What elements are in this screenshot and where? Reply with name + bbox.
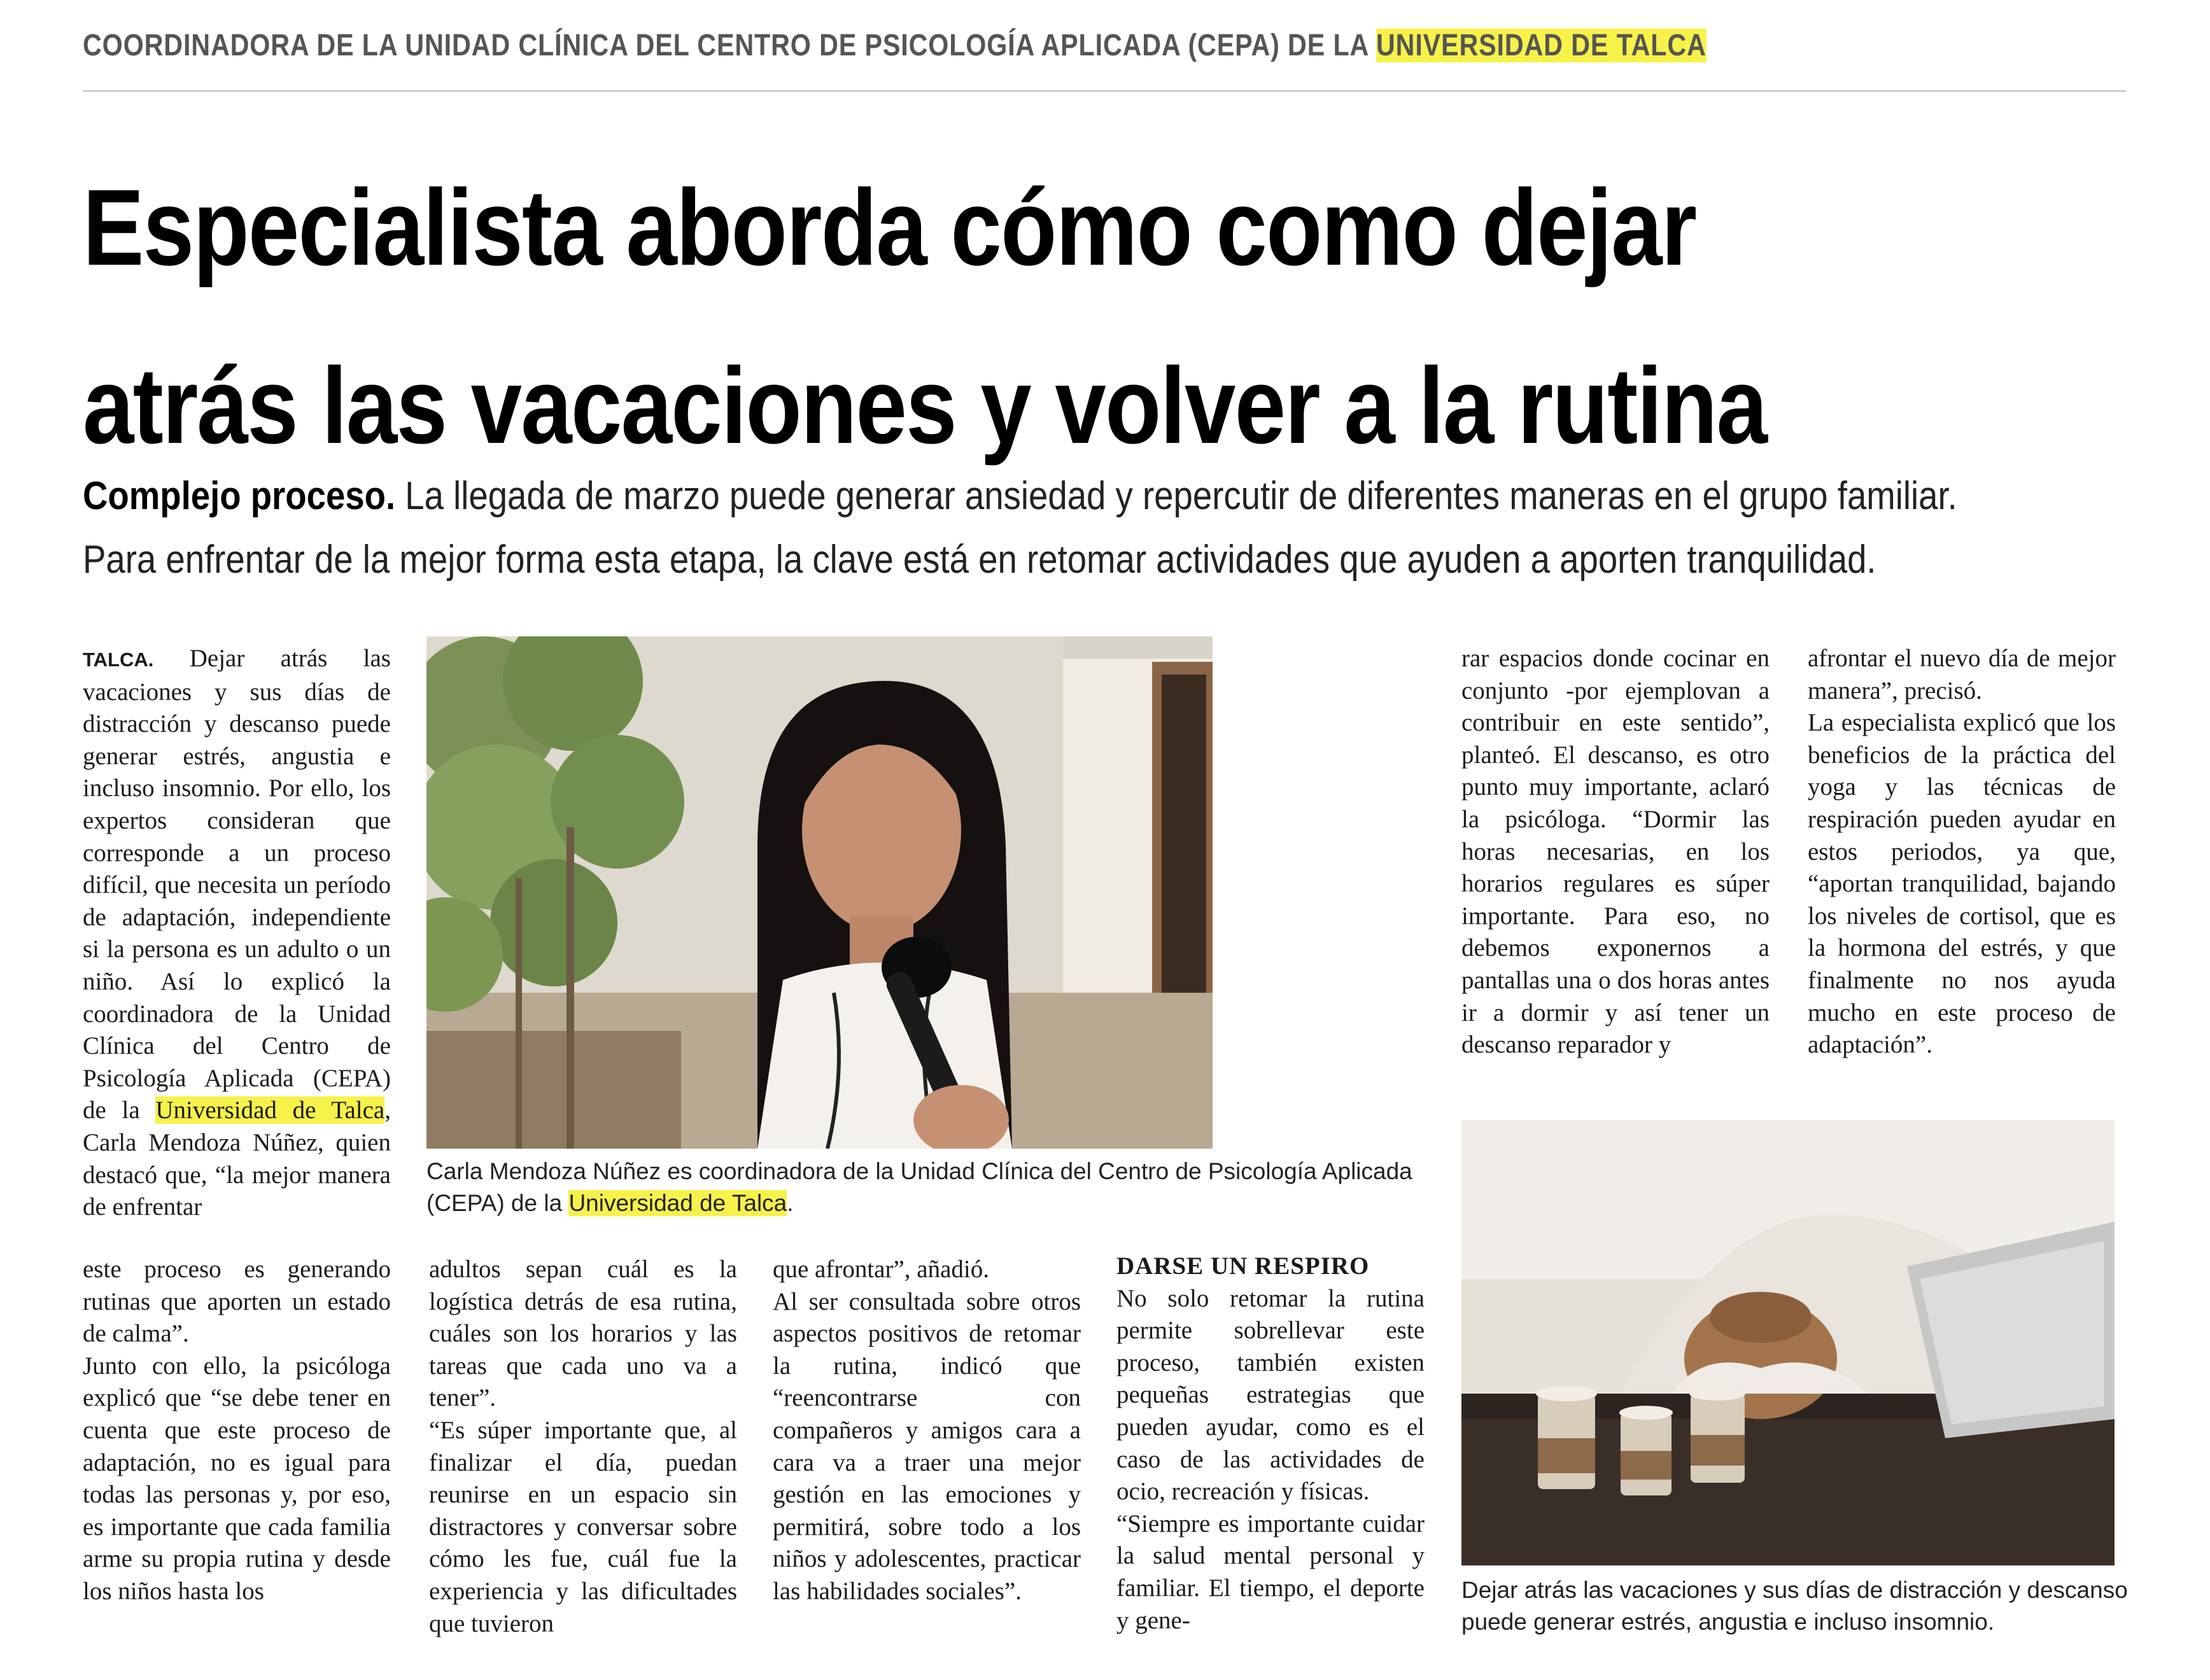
article-column-5: [1461, 643, 1770, 1061]
caption-end: .: [787, 1190, 794, 1216]
divider: [83, 90, 2126, 92]
article-column-6: [1808, 643, 2116, 1061]
article-column-1: [83, 643, 391, 1224]
photo-caption: [426, 1156, 1445, 1219]
paragraph: adultos sepan cuál es la logística detrás de esa rutina, cuáles son los horarios y las tareas que cada uno va a tener”.: [429, 1256, 737, 1412]
paragraph: “Es súper importante que, al finalizar el día, puedan reunirse en un espacio sin distractores y conversar sobre cómo les fue, cuál fue la experiencia y las dificultades que tuvieron: [429, 1416, 737, 1637]
photo-interviewee: [426, 636, 1213, 1149]
kicker: [83, 28, 1840, 73]
article-column-2: [429, 1254, 737, 1640]
dateline: TALCA.: [83, 648, 154, 671]
paragraph: afrontar el nuevo día de mejor manera”, precisó.: [1808, 645, 2116, 704]
photo-caption-2: Dejar atrás las vacaciones y sus días de distracción y descanso puede generar estrés, angustia e incluso insomnio.: [1461, 1577, 2128, 1635]
paragraph: No solo retomar la rutina permite sobrellevar este proceso, también existen pequeñas estrategias que pueden ayudar, como es el caso de las actividades de ocio, recreación y físicas.: [1116, 1284, 1425, 1506]
paragraph: Junto con ello, la psicóloga explicó que “se debe tener en cuenta que este proceso de adaptación, no es igual para todas las personas y, por eso, es importante que cada familia arme su propia rutina y desde los niños hasta los: [83, 1352, 391, 1605]
lead-line-1: La llegada de marzo puede generar ansiedad y repercutir de diferentes maneras en el grupo familiar.: [395, 474, 1957, 518]
highlight-universidad: Universidad de Talca: [155, 1096, 385, 1124]
paragraph-cont: , Carla Mendoza Núñez, quien destacó que, “la mejor manera de enfrentar: [83, 1096, 391, 1221]
paragraph: Dejar atrás las vacaciones y sus días de distracción y descanso puede generar estrés, angustia e incluso insomnio. Por ello, los expertos consideran que corresponde a un proceso difícil, que necesita un período de adaptación, independiente si la persona es un adulto o un niño. Así lo explicó la coordinadora de la Unidad Clínica del Centro de Psicología Aplicada (CEPA) de la: [83, 645, 391, 1124]
caption-highlight: Universidad de Talca: [568, 1190, 787, 1216]
lead-title: Complejo proceso.: [83, 474, 396, 518]
photo-tired-person: [1461, 1120, 2115, 1565]
subheading: DARSE UN RESPIRO: [1116, 1252, 1370, 1280]
headline: [83, 139, 1890, 495]
lead-line-2: Para enfrentar de la mejor forma esta etapa, la clave está en retomar actividades que ayuden a aporten tranquilidad.: [83, 538, 1876, 582]
caption-text: Carla Mendoza Núñez es coordinadora de la Unidad Clínica del Centro de Psicología Aplicada (CEPA) de la: [426, 1158, 1412, 1216]
paragraph: este proceso es generando rutinas que aporten un estado de calma”.: [83, 1256, 391, 1348]
headline-line-2: atrás las vacaciones y volver a la rutina: [83, 346, 1767, 466]
paragraph: rar espacios donde cocinar en conjunto -por ejemplovan a contribuir en este sentido”, planteó. El descanso, es otro punto muy importante, aclaró la psicóloga. “Dormir las horas necesarias, en los horarios regulares es súper importante. Para eso, no debemos exponernos a pantallas una o dos horas antes ir a dormir y así tener un descanso reparador y: [1461, 645, 1770, 1059]
article-column-3: [773, 1254, 1081, 1608]
paragraph: que afrontar”, añadió.: [773, 1256, 989, 1283]
paragraph: “Siempre es importante cuidar la salud mental personal y familiar. El tiempo, el deporte y gene-: [1116, 1509, 1425, 1634]
kicker-text: COORDINADORA DE LA UNIDAD CLÍNICA DEL CENTRO DE PSICOLOGÍA APLICADA (CEPA) DE LA: [83, 29, 1376, 62]
headline-line-1: Especialista aborda cómo como dejar: [83, 167, 1696, 288]
paragraph: La especialista explicó que los beneficios de la práctica del yoga y las técnicas de respiración pueden ayudar en estos periodos, ya que, “aportan tranquilidad, bajando los niveles de cortisol, que es la hormona del estrés, y que finalmente no nos ayuda mucho en este proceso de adaptación”.: [1808, 709, 2116, 1059]
article-column-1-lower: [83, 1254, 391, 1608]
article-column-4: [1116, 1250, 1425, 1637]
kicker-highlight: UNIVERSIDAD DE TALCA: [1376, 29, 1707, 62]
paragraph: Al ser consultada sobre otros aspectos positivos de retomar la rutina, indicó que “reencontrarse con compañeros y amigos cara a cara va a traer una mejor gestión en las emociones y permitirá, sobre todo a los niños y adolescentes, practicar las habilidades sociales”.: [773, 1287, 1081, 1605]
lead-paragraph: [83, 465, 2043, 592]
